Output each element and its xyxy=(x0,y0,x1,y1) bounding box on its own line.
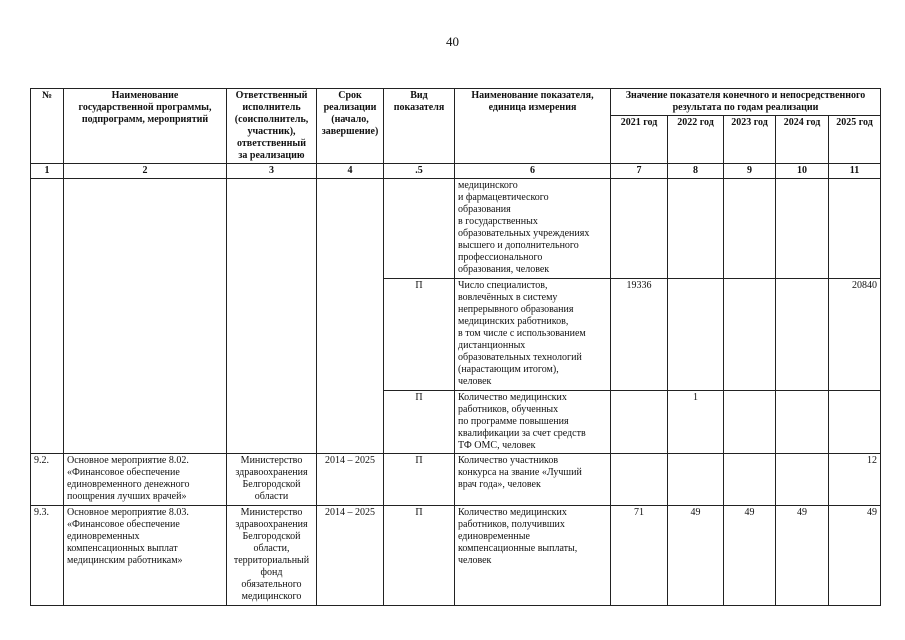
cell-value: 20840 xyxy=(829,279,881,391)
cell-value xyxy=(724,454,776,506)
cell-indicator: Количество медицинских работников, обученных по программе повышения квалификации за счет средств ТФ ОМС, человек xyxy=(455,391,611,454)
cell-type: П xyxy=(384,279,455,391)
cell-value xyxy=(724,391,776,454)
cell-value xyxy=(611,179,668,279)
cell-value: 1 xyxy=(668,391,724,454)
header-year: 2024 год xyxy=(776,116,829,164)
cell-no: 9.2. xyxy=(31,454,64,506)
column-number: 8 xyxy=(668,164,724,179)
cell-indicator: медицинского и фармацевтического образования в государственных образовательных учреждениях высшего и дополнительного профессионального образования, человек xyxy=(455,179,611,279)
column-number: 7 xyxy=(611,164,668,179)
column-number: 6 xyxy=(455,164,611,179)
cell-value xyxy=(776,391,829,454)
cell-period xyxy=(317,179,384,454)
cell-value xyxy=(611,454,668,506)
cell-value xyxy=(776,179,829,279)
column-number: 3 xyxy=(227,164,317,179)
cell-value xyxy=(668,179,724,279)
cell-indicator: Количество участников конкурса на звание «Лучший врач года», человек xyxy=(455,454,611,506)
cell-period: 2014 – 2025 xyxy=(317,454,384,506)
cell-value xyxy=(829,391,881,454)
cell-value xyxy=(668,454,724,506)
column-number: .5 xyxy=(384,164,455,179)
cell-type: П xyxy=(384,506,455,606)
column-number: 11 xyxy=(829,164,881,179)
table-row xyxy=(31,454,881,506)
cell-value: 71 xyxy=(611,506,668,606)
column-number-row xyxy=(31,164,881,179)
cell-value xyxy=(668,279,724,391)
column-number: 4 xyxy=(317,164,384,179)
cell-type: П xyxy=(384,391,455,454)
header-col-responsible: Ответственный исполнитель (соисполнитель, участник), ответственный за реализацию xyxy=(227,89,317,164)
cell-responsible: Министерство здравоохранения Белгородской области, территориальный фонд обязательного медицинского xyxy=(227,506,317,606)
cell-indicator: Число специалистов, вовлечённых в систему непрерывного образования медицинских работников, в том числе с использованием дистанционных образовательных технологий (нарастающим итогом), человек xyxy=(455,279,611,391)
column-number: 1 xyxy=(31,164,64,179)
table-row xyxy=(31,506,881,606)
header-row xyxy=(31,89,881,116)
header-col-period: Срок реализации (начало, завершение) xyxy=(317,89,384,164)
cell-value: 19336 xyxy=(611,279,668,391)
cell-value: 12 xyxy=(829,454,881,506)
cell-value xyxy=(611,391,668,454)
cell-value: 49 xyxy=(776,506,829,606)
header-year: 2021 год xyxy=(611,116,668,164)
header-values-group: Значение показателя конечного и непосредственного результата по годам реализации xyxy=(611,89,881,116)
header-year: 2023 год xyxy=(724,116,776,164)
column-number: 2 xyxy=(64,164,227,179)
indicators-table xyxy=(30,88,881,606)
cell-name: Основное мероприятие 8.03. «Финансовое обеспечение единовременных компенсационных выплат медицинским работникам» xyxy=(64,506,227,606)
header-col-name: Наименование государственной программы, подпрограмм, мероприятий xyxy=(64,89,227,164)
column-number: 9 xyxy=(724,164,776,179)
header-col-no: № xyxy=(31,89,64,164)
cell-no xyxy=(31,179,64,454)
table-row xyxy=(31,179,881,279)
header-year: 2022 год xyxy=(668,116,724,164)
cell-name xyxy=(64,179,227,454)
cell-name: Основное мероприятие 8.02. «Финансовое обеспечение единовременного денежного поощрения лучших врачей» xyxy=(64,454,227,506)
header-year: 2025 год xyxy=(829,116,881,164)
cell-value xyxy=(776,454,829,506)
header-col-type: Вид показателя xyxy=(384,89,455,164)
column-number: 10 xyxy=(776,164,829,179)
cell-value: 49 xyxy=(829,506,881,606)
cell-value xyxy=(724,279,776,391)
cell-period: 2014 – 2025 xyxy=(317,506,384,606)
cell-value: 49 xyxy=(668,506,724,606)
cell-indicator: Количество медицинских работников, получивших единовременные компенсационные выплаты, человек xyxy=(455,506,611,606)
header-col-indicator: Наименование показателя, единица измерения xyxy=(455,89,611,164)
page-number: 40 xyxy=(446,34,459,49)
cell-type: П xyxy=(384,454,455,506)
cell-responsible: Министерство здравоохранения Белгородской области xyxy=(227,454,317,506)
cell-value xyxy=(829,179,881,279)
cell-value xyxy=(776,279,829,391)
cell-type xyxy=(384,179,455,279)
cell-value: 49 xyxy=(724,506,776,606)
cell-no: 9.3. xyxy=(31,506,64,606)
cell-value xyxy=(724,179,776,279)
cell-responsible xyxy=(227,179,317,454)
